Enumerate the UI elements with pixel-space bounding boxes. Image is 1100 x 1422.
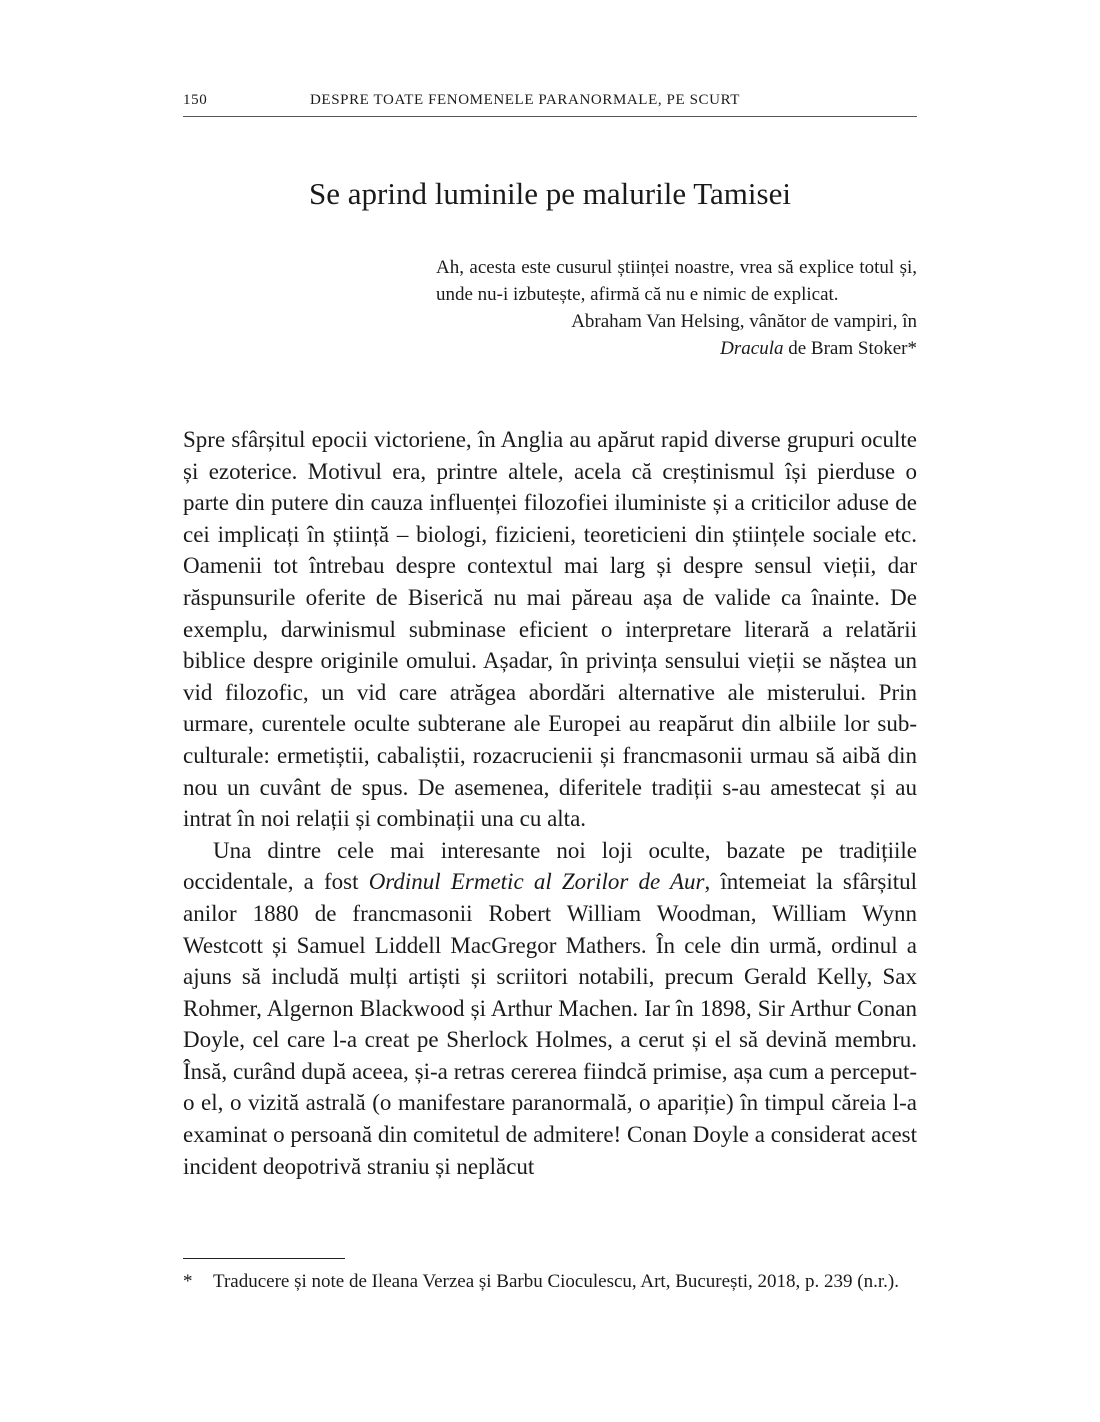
epigraph-book-title: Dracula [720,338,784,359]
order-name: Ordinul Ermetic al Zorilor de Aur [368,869,705,895]
epigraph-quote: Ah, acesta este cusurul științei noastre, vrea să explice totul și, unde nu-i izbutește, afirmă că nu e nimic de explicat. [436,257,917,305]
epigraph [436,254,917,362]
footnote-text: Traducere și note de Ileana Verzea și Barbu Cioculescu, Art, București, 2018, p. 239 (n.r.). [213,1271,899,1292]
chapter-title: Se aprind luminile pe malurile Tamisei [309,176,791,211]
paragraph-2-start: Una dintre cele mai interesante noi loji oculte, bazate pe tradițiile occidentale, a fost [183,837,917,895]
paragraph-2-rest: , întemeiat la sfârșitul anilor 1880 de francmasonii Robert William Woodman, William Wynn Westcott și Samuel Liddell MacGregor Mathers. În cele din urmă, ordinul a ajuns să includă mulți artiști și scriitori notabili, precum Gerald Kelly, Sax Rohmer, Algernon Blackwood și Arthur Machen. Iar în 1898, Sir Arthur Conan Doyle, cel care l-a creat pe Sherlock Holmes, a cerut și el să devină membru. Însă, curând după aceea, și-a retras cererea fiindcă primise, așa cum a perceput-o el, o vizită astrală (o manifestare paranormală, o apariție) în timpul căreia l-a examinat o persoană din comitetul de admitere! Conan Doyle a considerat acest incident deopotrivă straniu și neplăcut [183,869,918,1179]
paragraph-2 [183,835,917,1183]
running-head-title: DESPRE TOATE FENOMENELE PARANORMALE, PE SCURT [310,92,741,108]
footnote-mark: * [183,1271,193,1292]
epigraph-attribution-line1: Abraham Van Helsing, vânător de vampiri, în [571,311,917,332]
paragraph-1: Spre sfârșitul epocii victoriene, în Anglia au apărut rapid diverse grupuri oculte și ezoterice. Motivul era, printre altele, acela că creștinismul își pierduse o parte din putere din cauza influenței filozofiei iluministe și a criticilor aduse de cei implicați în știință – biologi, fizicieni, teoreticieni din științele sociale etc. Oamenii tot întrebau despre contextul mai larg și despre sensul vieții, dar răspunsurile oferite de Biserică nu mai păreau așa de valide ca înainte. De exemplu, darwinismul subminase eficient o interpretare literară a relatării biblice despre originile omului. Așadar, în privința sensului vieții se năștea un vid filozofic, un vid care atrăgea abordări alternative ale misterului. Prin urmare, curentele oculte subterane ale Europei au reapărut din albiile lor subculturale: ermetiștii, cabaliștii, rozacrucienii și francmasonii urmau să aibă din nou un cuvânt de spus. De asemenea, diferitele tradiții s-au amestecat și au intrat în noi relații și combinații una cu alta. [183,427,917,832]
epigraph-author: de Bram Stoker* [783,338,917,359]
page-number: 150 [183,92,208,108]
body-text [183,424,917,1182]
running-header [183,92,917,117]
footnote-separator [183,1258,345,1259]
footnote [183,1268,917,1295]
epigraph-attribution-line2 [436,335,917,362]
